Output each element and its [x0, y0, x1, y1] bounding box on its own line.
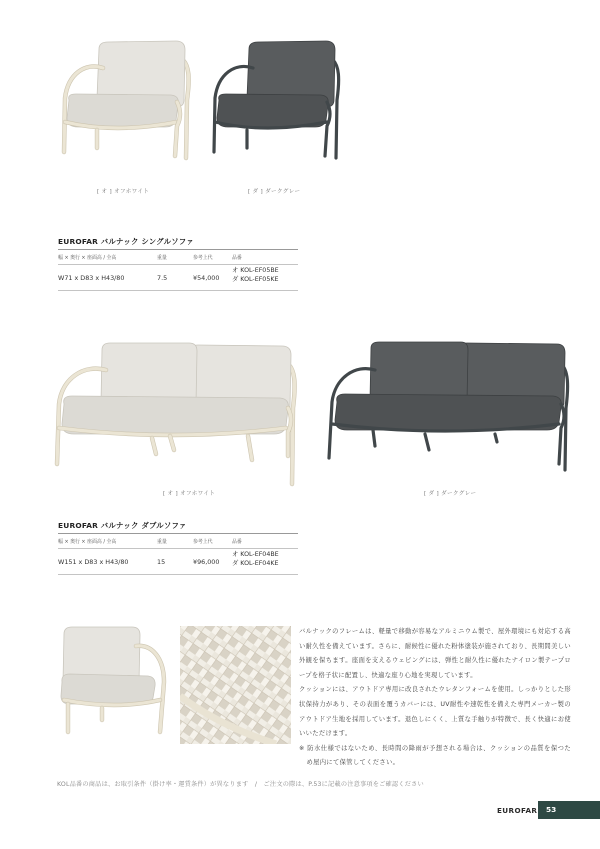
cell-size: W151 x D83 x H43/80 [58, 558, 129, 566]
footer-note: KOL品番の商品は、お取引条件（掛け率・運賃条件）が異なります / ご注文の際は、P.53に記載の注意事項をご確認ください [57, 781, 424, 788]
cell-weight: 15 [157, 558, 166, 566]
spec-table-single [58, 249, 298, 294]
single-sofa-photo-darkgrey [205, 38, 345, 163]
spec-table-double [58, 533, 298, 578]
table-rule-header [58, 548, 298, 549]
header-weight: 重量 [157, 255, 167, 261]
product-title-double: EUROFAR バルナック ダブルソファ [58, 521, 187, 530]
table-rule-header [58, 264, 298, 265]
variant-caption-offwhite: [ オ ] オフホワイト [163, 491, 216, 497]
product-description [299, 625, 571, 771]
header-weight: 重量 [157, 539, 167, 545]
double-sofa-photo-darkgrey [325, 338, 573, 473]
detail-photo-webbing-texture [180, 626, 291, 744]
header-price: 参考上代 [193, 255, 213, 261]
cell-code-darkgrey: ダ KOL-EF04KE [232, 559, 279, 567]
page-number-badge [538, 801, 600, 819]
header-size: 幅 × 奥行 × 座面高 / 全高 [58, 539, 117, 545]
description-paragraph-cushion: クッションには、アウトドア専用に改良されたウレタンフォームを使用。しっかりとした形状保持力があり、その表面を覆うカバーには、UV耐性や速乾性を備えた専門メーカー製のアウトドア生地を採用しています。退色しにくく、上質な手触りが特徴で、長く快適にお使いいただけます。 [299, 686, 571, 738]
footer-brand: EUROFAR [497, 806, 538, 815]
product-title-single: EUROFAR バルナック シングルソファ [58, 237, 194, 246]
description-paragraph-frame: バルナックのフレームは、軽量で移動が容易なアルミニウム製で、屋外環境にも対応する高い耐久性を備えています。さらに、耐候性に優れた粉体塗装が施されており、長期間美しい外観を保ちます。座面を支えるウェビングには、弾性と耐久性に優れたナイロン製テープロープを格子状に配置し、快適な座り心地を実現しています。 [299, 628, 571, 679]
variant-caption-darkgrey: [ ダ ] ダークグレー [424, 491, 477, 497]
double-sofa-photo-offwhite [52, 338, 300, 488]
description-note: ※ 防水仕様ではないため、長時間の降雨が予想される場合は、クッションの品質を保つため屋内にて保管してください。 [299, 744, 571, 767]
detail-photo-side-chair [56, 624, 172, 746]
cell-weight: 7.5 [157, 274, 168, 282]
header-price: 参考上代 [193, 539, 213, 545]
page-number: 53 [546, 805, 557, 814]
variant-caption-offwhite: [ オ ] オフホワイト [97, 189, 150, 195]
header-size: 幅 × 奥行 × 座面高 / 全高 [58, 255, 117, 261]
table-rule-top [58, 249, 298, 250]
single-sofa-photo-offwhite [55, 38, 195, 163]
cell-price: ¥54,000 [193, 274, 220, 282]
table-rule-bottom [58, 574, 298, 575]
variant-caption-darkgrey: [ ダ ] ダークグレー [248, 189, 301, 195]
cell-code-darkgrey: ダ KOL-EF05KE [232, 275, 279, 283]
cell-size: W71 x D83 x H43/80 [58, 274, 125, 282]
header-code: 品番 [232, 539, 242, 545]
table-rule-bottom [58, 290, 298, 291]
table-rule-top [58, 533, 298, 534]
header-code: 品番 [232, 255, 242, 261]
cell-price: ¥96,000 [193, 558, 220, 566]
cell-code-offwhite: オ KOL-EF05BE [232, 267, 279, 274]
cell-code-offwhite: オ KOL-EF04BE [232, 551, 279, 558]
